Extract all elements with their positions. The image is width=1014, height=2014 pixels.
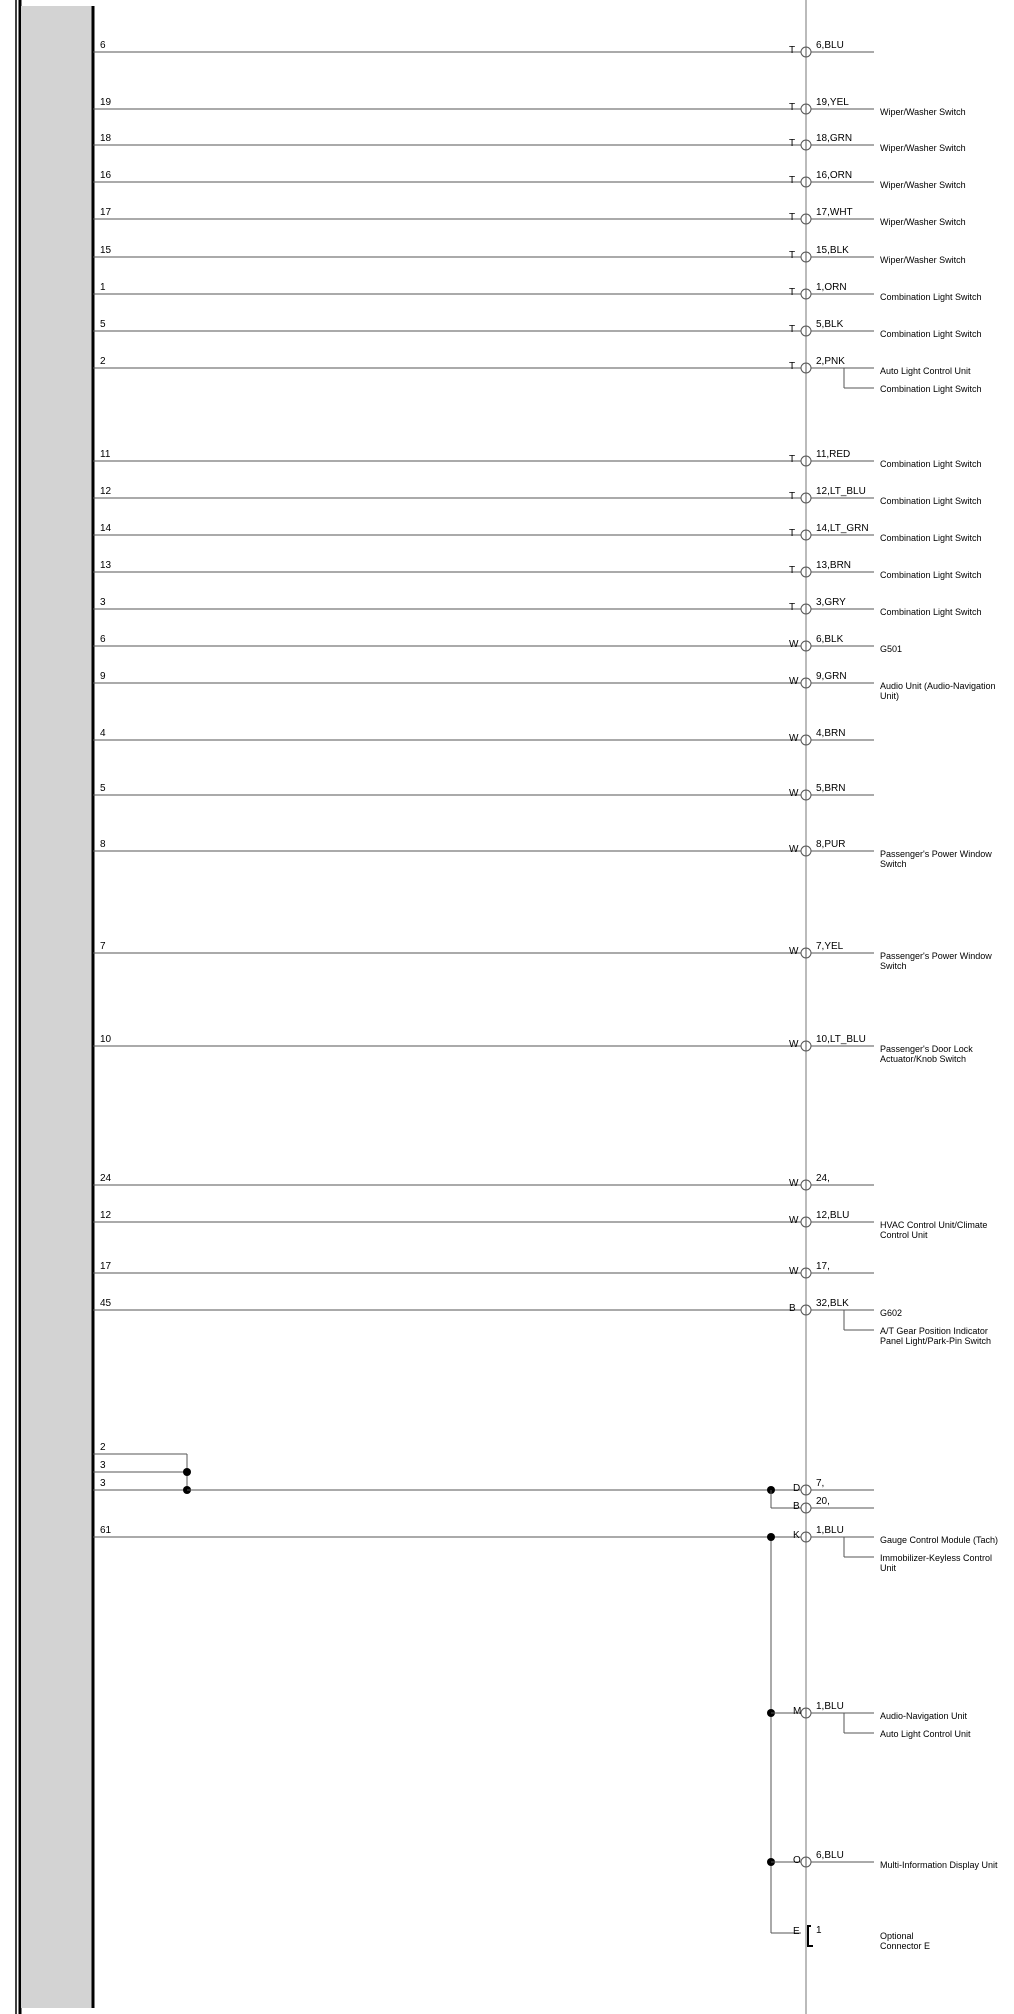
bus-connector-id-label: O — [793, 1855, 801, 1866]
row-destination-label: Combination Light Switch — [880, 384, 982, 394]
connector-id-label: T — [789, 138, 796, 149]
wire-row — [93, 486, 982, 506]
row-destination-label-line: Control Unit — [880, 1230, 928, 1240]
bus-connector-id-label: D — [793, 1483, 801, 1494]
wire-row — [93, 319, 982, 339]
splice-bus — [93, 1442, 998, 1951]
wire-color-label: 14,LT_GRN — [816, 523, 869, 534]
wire-row — [93, 133, 966, 153]
bus-destination-label — [880, 1931, 930, 1951]
splice-pin-label: 2 — [100, 1442, 106, 1453]
connector-id-label: T — [789, 102, 796, 113]
row-destination-label — [880, 849, 992, 869]
pin-number-label: 1 — [100, 282, 106, 293]
wire-row — [93, 97, 966, 117]
connector-id-label: T — [789, 491, 796, 502]
wire-color-label: 1,ORN — [816, 282, 847, 293]
connector-id-label: W — [789, 1215, 799, 1226]
connector-id-label: T — [789, 602, 796, 613]
bus-connector-id-label: B — [793, 1501, 800, 1512]
wire-row — [93, 634, 902, 654]
row-destination-label-line: Switch — [880, 859, 907, 869]
pin-number-label: 5 — [100, 783, 106, 794]
wire-row — [93, 1298, 991, 1346]
row-destination-label: Wiper/Washer Switch — [880, 255, 966, 265]
wire-color-label: 12,LT_BLU — [816, 486, 866, 497]
wire-color-label: 13,BRN — [816, 560, 852, 571]
wire-row — [93, 728, 874, 745]
connector-id-label: W — [789, 1266, 799, 1277]
row-destination-label-line: Switch — [880, 961, 907, 971]
row-destination-label: G602 — [880, 1308, 903, 1318]
bus-destination-label-line: Connector E — [880, 1941, 931, 1951]
row-destination-label: Combination Light Switch — [880, 292, 982, 302]
wire-color-label: 4,BRN — [816, 728, 846, 739]
bus-connector-id-label: M — [793, 1706, 802, 1717]
pin-number-label: 11 — [100, 449, 111, 460]
wire-color-label: 32,BLK — [816, 1298, 849, 1309]
row-destination-label: Auto Light Control Unit — [880, 366, 971, 376]
connector-id-label: W — [789, 1039, 799, 1050]
row-destination-label: Wiper/Washer Switch — [880, 180, 966, 190]
wire-color-label: 24, — [816, 1173, 830, 1184]
row-destination-label: Wiper/Washer Switch — [880, 107, 966, 117]
connector-id-label: W — [789, 1178, 799, 1189]
bus-destination-label: Auto Light Control Unit — [880, 1729, 971, 1739]
row-destination-label: Wiper/Washer Switch — [880, 143, 966, 153]
row-destination-label: Wiper/Washer Switch — [880, 217, 966, 227]
wire-row — [93, 207, 966, 227]
connector-id-label: T — [789, 250, 796, 261]
row-destination-label: Combination Light Switch — [880, 607, 982, 617]
wire-row — [93, 1034, 973, 1064]
wire-row — [93, 449, 982, 469]
bus-connector — [793, 1496, 874, 1513]
bus-connector — [771, 1850, 998, 1870]
row-destination-label: Combination Light Switch — [880, 459, 982, 469]
wire-color-label: 10,LT_BLU — [816, 1034, 866, 1045]
bus-wire-label: 1,BLU — [816, 1525, 844, 1536]
wire-row — [93, 597, 982, 617]
wire-color-label: 6,BLK — [816, 634, 844, 645]
splice-pin-label: 3 — [100, 1460, 106, 1471]
row-destination-label-line: A/T Gear Position Indicator — [880, 1326, 988, 1336]
wire-row — [93, 671, 996, 701]
row-destination-label — [880, 1044, 973, 1064]
wire-color-label: 17,WHT — [816, 207, 853, 218]
wire-row — [93, 560, 982, 580]
bus-destination-label — [880, 1553, 992, 1573]
pin-number-label: 3 — [100, 597, 106, 608]
row-destination-label: Combination Light Switch — [880, 496, 982, 506]
bus-connector — [771, 1925, 930, 1951]
wire-color-label: 15,BLK — [816, 245, 849, 256]
connector-id-label: W — [789, 946, 799, 957]
wire-color-label: 12,BLU — [816, 1210, 850, 1221]
row-destination-label — [880, 951, 992, 971]
connector-id-label: T — [789, 45, 796, 56]
wire-color-label: 3,GRY — [816, 597, 846, 608]
connector-id-label: T — [789, 565, 796, 576]
bus-connector — [793, 1525, 998, 1573]
bus-main-pin-label: 61 — [100, 1525, 112, 1536]
pin-number-label: 6 — [100, 40, 106, 51]
pin-number-label: 5 — [100, 319, 106, 330]
wire-row — [93, 282, 982, 302]
row-destination-label — [880, 1220, 987, 1240]
wire-row — [93, 941, 992, 971]
wire-color-label: 19,YEL — [816, 97, 849, 108]
connector-id-label: W — [789, 844, 799, 855]
row-destination-label-line: Passenger's Door Lock — [880, 1044, 973, 1054]
wire-color-label: 5,BRN — [816, 783, 846, 794]
bus-destination-label-line: Unit — [880, 1563, 897, 1573]
row-destination-label-line: Actuator/Knob Switch — [880, 1054, 967, 1064]
row-destination-label-line: Passenger's Power Window — [880, 849, 992, 859]
bus-wire-label: 20, — [816, 1496, 830, 1507]
wire-color-label: 6,BLU — [816, 40, 844, 51]
bus-wire-label: 6,BLU — [816, 1850, 844, 1861]
pin-number-label: 45 — [100, 1298, 112, 1309]
connector-id-label: W — [789, 788, 799, 799]
pin-number-label: 24 — [100, 1173, 112, 1184]
pin-number-label: 15 — [100, 245, 112, 256]
wire-row — [93, 1261, 874, 1278]
bus-destination-label: Multi-Information Display Unit — [880, 1860, 998, 1870]
row-destination-label — [880, 681, 996, 701]
component-body — [21, 6, 93, 2008]
pin-number-label: 17 — [100, 1261, 112, 1272]
connector-id-label: T — [789, 454, 796, 465]
wire-color-label: 16,ORN — [816, 170, 853, 181]
connector-id-label: W — [789, 639, 799, 650]
pin-number-label: 12 — [100, 1210, 112, 1221]
bus-destination-label: Audio-Navigation Unit — [880, 1711, 968, 1721]
wire-color-label: 7,YEL — [816, 941, 844, 952]
connector-id-label: T — [789, 361, 796, 372]
wire-color-label: 18,GRN — [816, 133, 853, 144]
bus-destination-label-line: Optional — [880, 1931, 914, 1941]
row-destination-label — [880, 1326, 991, 1346]
connector-id-label: T — [789, 324, 796, 335]
bus-junction-dot-icon — [767, 1533, 775, 1541]
pin-number-label: 10 — [100, 1034, 112, 1045]
wire-color-label: 2,PNK — [816, 356, 845, 367]
row-destination-label-line: Panel Light/Park-Pin Switch — [880, 1336, 992, 1346]
wire-color-label: 5,BLK — [816, 319, 844, 330]
bus-connector-id-label: E — [793, 1926, 800, 1937]
connector-id-label: W — [789, 676, 799, 687]
pin-number-label: 2 — [100, 356, 106, 367]
pin-number-label: 16 — [100, 170, 112, 181]
row-destination-label-line: HVAC Control Unit/Climate — [880, 1220, 988, 1230]
pin-number-label: 18 — [100, 133, 112, 144]
pin-number-label: 4 — [100, 728, 106, 739]
bus-destination-label: Gauge Control Module (Tach) — [880, 1535, 999, 1545]
optional-connector-bracket-icon — [808, 1926, 813, 1946]
wire-row — [93, 170, 966, 190]
pin-number-label: 7 — [100, 941, 106, 952]
connector-id-label: T — [789, 175, 796, 186]
row-destination-label: Combination Light Switch — [880, 570, 982, 580]
bus-destination-label-line: Immobilizer-Keyless Control — [880, 1553, 993, 1563]
wire-row — [93, 523, 982, 543]
connector-id-label: W — [789, 733, 799, 744]
wire-color-label: 11,RED — [816, 449, 851, 460]
connector-id-label: T — [789, 287, 796, 298]
pin-number-label: 14 — [100, 523, 112, 534]
connector-id-label: T — [789, 528, 796, 539]
pin-number-label: 9 — [100, 671, 106, 682]
wire-row — [93, 1210, 987, 1240]
bus-connector-id-label: K — [793, 1530, 800, 1541]
pin-number-label: 19 — [100, 97, 112, 108]
wire-row — [93, 839, 992, 869]
wire-row — [93, 245, 966, 265]
wire-row — [93, 40, 874, 57]
wire-color-label: 9,GRN — [816, 671, 847, 682]
row-destination-label: Combination Light Switch — [880, 533, 982, 543]
pin-number-label: 17 — [100, 207, 112, 218]
splice-dot-icon — [183, 1468, 191, 1476]
row-destination-label-line: Unit) — [880, 691, 900, 701]
splice-pin-label: 3 — [100, 1478, 106, 1489]
wire-color-label: 17, — [816, 1261, 830, 1272]
row-destination-label-line: Passenger's Power Window — [880, 951, 992, 961]
pin-number-label: 13 — [100, 560, 112, 571]
row-destination-label: G501 — [880, 644, 903, 654]
bus-connector — [771, 1701, 971, 1739]
bus-wire-label: 1 — [816, 1925, 822, 1936]
pin-number-label: 12 — [100, 486, 112, 497]
connector-id-label: B — [789, 1303, 796, 1314]
row-destination-label: Combination Light Switch — [880, 329, 982, 339]
wire-row — [93, 783, 874, 800]
connector-id-label: T — [789, 212, 796, 223]
row-destination-label-line: Audio Unit (Audio-Navigation — [880, 681, 996, 691]
wire-row — [93, 356, 982, 394]
bus-wire-label: 7, — [816, 1478, 825, 1489]
wire-row — [93, 1173, 874, 1190]
pin-number-label: 8 — [100, 839, 106, 850]
wire-color-label: 8,PUR — [816, 839, 846, 850]
pin-number-label: 6 — [100, 634, 106, 645]
bus-connector — [793, 1478, 874, 1495]
bus-wire-label: 1,BLU — [816, 1701, 844, 1712]
